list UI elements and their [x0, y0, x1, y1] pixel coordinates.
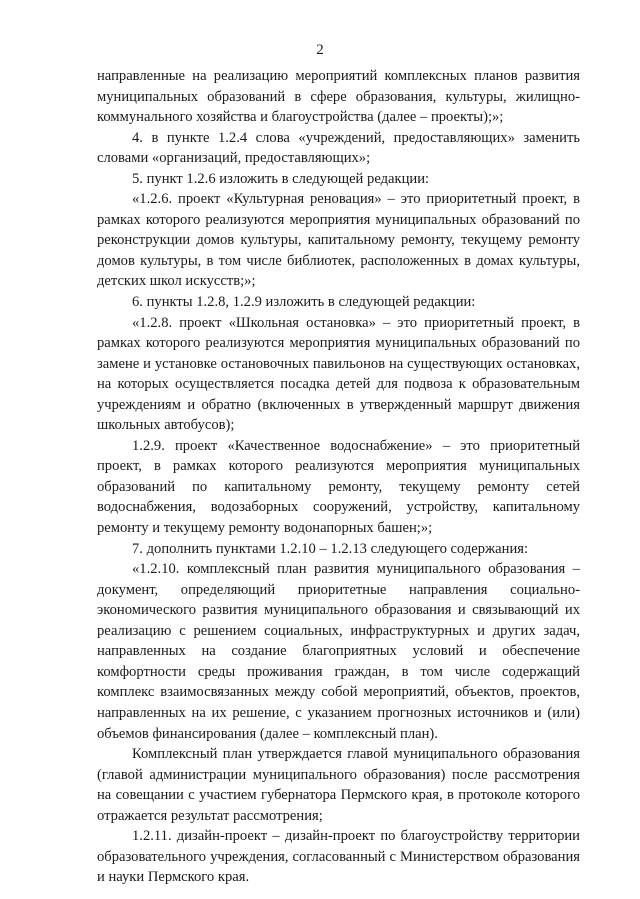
document-body — [97, 66, 580, 888]
paragraph-clause-1-2-10: «1.2.10. комплексный план развития муниципального образования – документ, определяющий приоритетные направления социально-экономического развития муниципального образования и связывающий их реализацию с решением социальных, инфраструктурных и других задач, направленных на создание благоприятных условий и обеспечение комфортности среды проживания граждан, в том числе содержащий комплекс взаимосвязанных между собой мероприятий, объектов, проектов, направленных на их решение, с указанием прогнозных источников и (или) объемов финансирования (далее – комплексный план). — [97, 561, 580, 742]
paragraph-continuation: направленные на реализацию мероприятий комплексных планов развития муниципальных образований в сфере образования, культуры, жилищно-коммунального хозяйства и благоустройства (далее – проекты);»; — [97, 68, 580, 126]
paragraph-clause-1-2-9: 1.2.9. проект «Качественное водоснабжение» – это приоритетный проект, в рамках которого реализуются мероприятия муниципальных образований по капитальному ремонту, текущему ремонту сетей водоснабжения, водозаборных сооружений, устройству, капитальному ремонту и текущему ремонту водонапорных башен;»; — [97, 437, 580, 537]
paragraph-item-7: 7. дополнить пунктами 1.2.10 – 1.2.13 следующего содержания: — [132, 540, 529, 557]
paragraph-item-5: 5. пункт 1.2.6 изложить в следующей редакции: — [132, 170, 430, 187]
paragraph-clause-1-2-8: «1.2.8. проект «Школьная остановка» – это приоритетный проект, в рамках которого реализуются мероприятия муниципальных образований по замене и установке остановочных павильонов на существующих остановках, на которых осуществляется посадка детей для подвоза к образовательным учреждениям и обратно (включенных в утвержденный маршрут движения школьных автобусов); — [97, 314, 580, 434]
paragraph-item-6: 6. пункты 1.2.8, 1.2.9 изложить в следующей редакции: — [132, 294, 476, 311]
paragraph-clause-1-2-11: 1.2.11. дизайн-проект – дизайн-проект по благоустройству территории образовательного учреждения, согласованный с Министерством образования и науки Пермского края. — [97, 828, 580, 886]
page-number: 2 — [316, 42, 324, 58]
paragraph-complex-plan: Комплексный план утверждается главой муниципального образования (главой администрации муниципального образования) после рассмотрения на совещании с участием губернатора Пермского края, в протоколе которого отражается результат рассмотрения; — [97, 746, 580, 824]
paragraph-item-4: 4. в пункте 1.2.4 слова «учреждений, предоставляющих» заменить словами «организаций, предоставляющих»; — [97, 129, 580, 167]
paragraph-clause-1-2-6: «1.2.6. проект «Культурная реновация» – это приоритетный проект, в рамках которого реализуются мероприятия муниципальных образований по реконструкции домов культуры, капитальному ремонту, текущему ремонту домов культуры, в том числе библиотек, расположенных в домах культуры, детских школ искусств;»; — [97, 191, 580, 290]
